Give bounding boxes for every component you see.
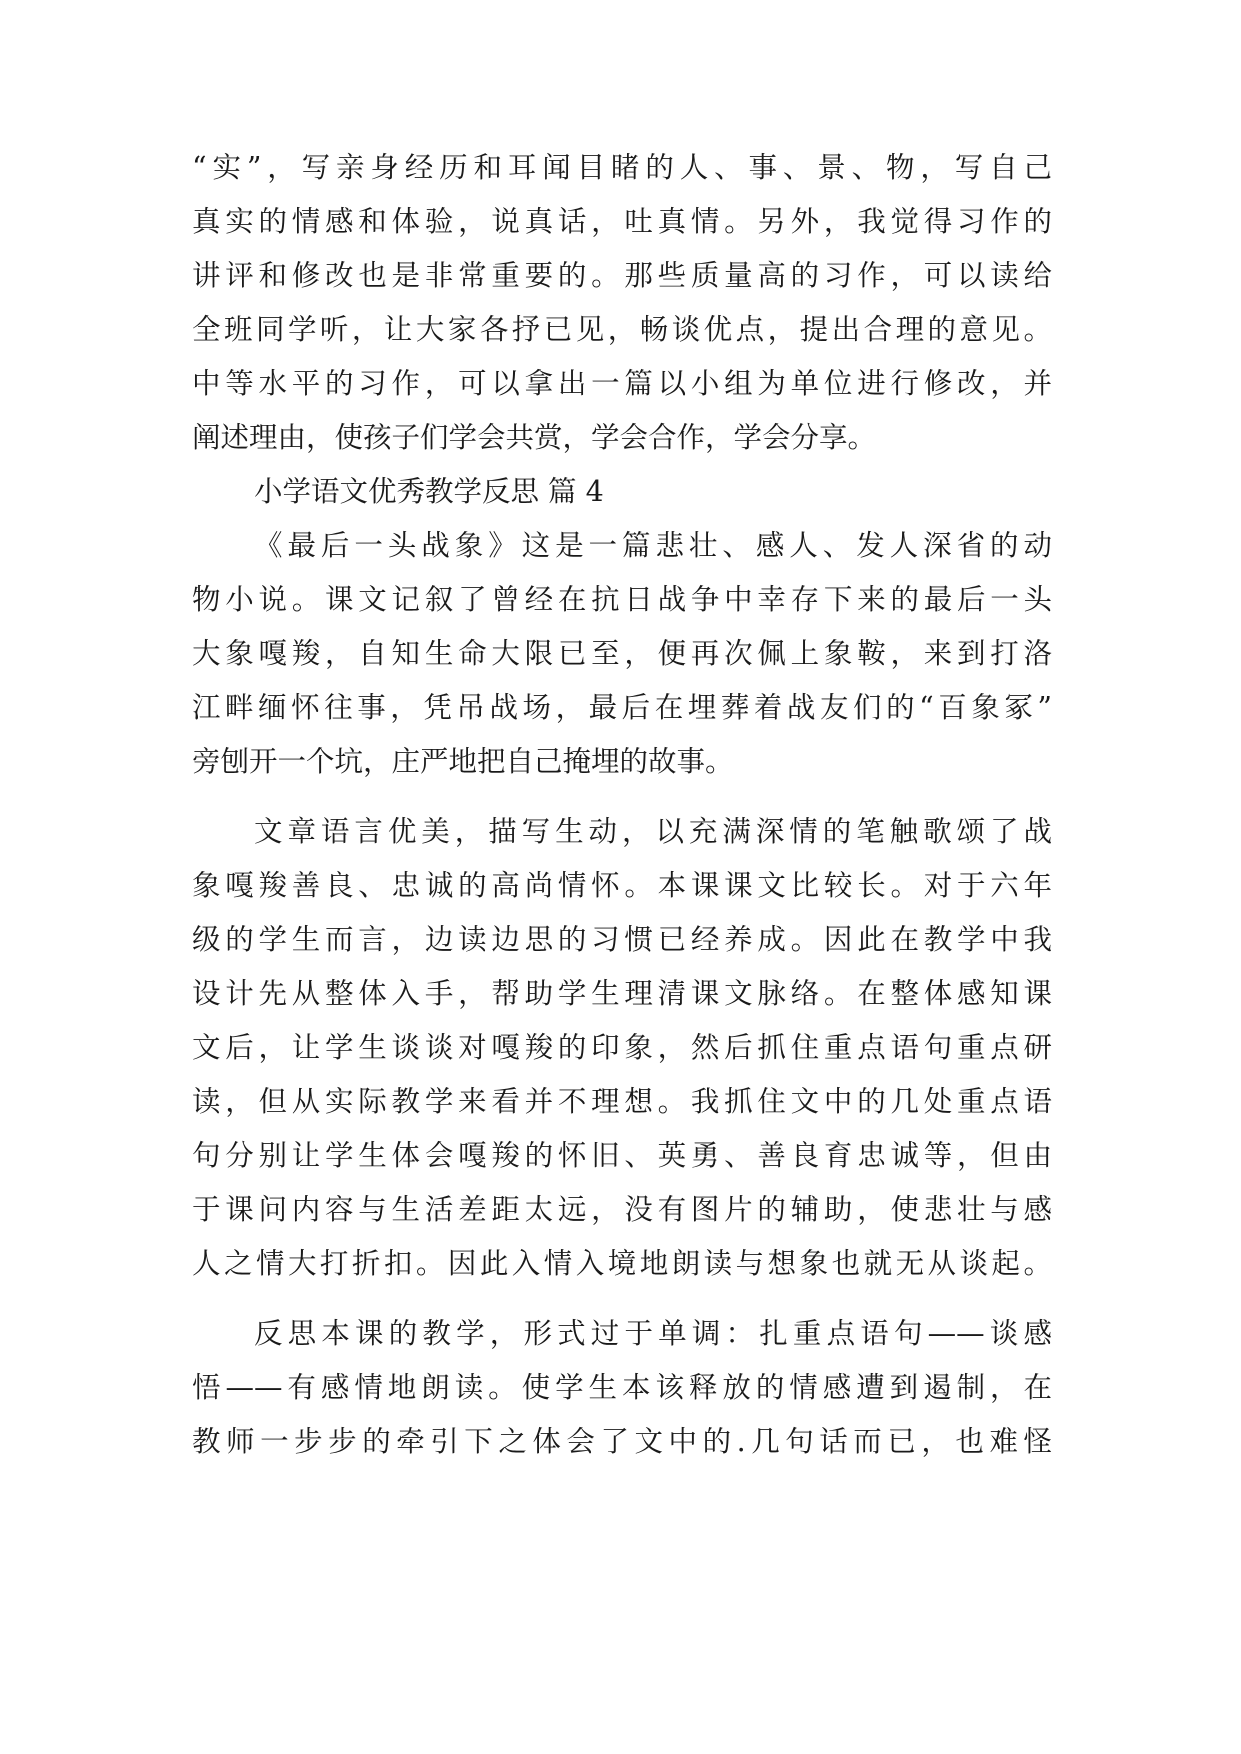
paragraph-2-line-3: 大象嘎羧，自知生命大限已至，便再次佩上象鞍，来到打洛: [192, 637, 1052, 670]
paragraph-3-line-2: 象嘎羧善良、忠诚的高尚情怀。本课课文比较长。对于六年: [192, 869, 1052, 902]
paragraph-3-line-7: 句分别让学生体会嘎羧的怀旧、英勇、善良育忠诚等，但由: [192, 1139, 1052, 1172]
paragraph-3-line-6: 读，但从实际教学来看并不理想。我抓住文中的几处重点语: [192, 1085, 1052, 1118]
section-heading: 小学语文优秀教学反思 篇 4: [254, 475, 604, 508]
paragraph-1-line-4: 全班同学听，让大家各抒已见，畅谈优点，提出合理的意见。: [192, 313, 1052, 346]
paragraph-1-line-6: 阐述理由，使孩子们学会共赏，学会合作，学会分享。: [192, 421, 877, 454]
paragraph-3-line-4: 设计先从整体入手，帮助学生理清课文脉络。在整体感知课: [192, 977, 1052, 1010]
paragraph-2-line-5: 旁刨开一个坑，庄严地把自己掩埋的故事。: [192, 745, 734, 778]
paragraph-3-line-1: 文章语言优美，描写生动，以充满深情的笔触歌颂了战: [254, 815, 1052, 848]
paragraph-3-line-8: 于课问内容与生活差距太远，没有图片的辅助，使悲壮与感: [192, 1193, 1052, 1226]
paragraph-3-line-9: 人之情大打折扣。因此入情入境地朗读与想象也就无从谈起。: [192, 1247, 1052, 1280]
paragraph-2-line-4: 江畔缅怀往事，凭吊战场，最后在埋葬着战友们的“百象冢”: [192, 691, 1052, 724]
paragraph-2-line-2: 物小说。课文记叙了曾经在抗日战争中幸存下来的最后一头: [192, 583, 1052, 616]
paragraph-3-line-5: 文后，让学生谈谈对嘎羧的印象，然后抓住重点语句重点研: [192, 1031, 1052, 1064]
paragraph-4-line-2: 悟——有感情地朗读。使学生本该释放的情感遭到遏制，在: [192, 1371, 1052, 1404]
paragraph-1-line-3: 讲评和修改也是非常重要的。那些质量高的习作，可以读给: [192, 259, 1052, 292]
paragraph-4-line-3: 教师一步步的牵引下之体会了文中的.几句话而已，也难怪: [192, 1425, 1052, 1458]
paragraph-1-line-1: “实”，写亲身经历和耳闻目睹的人、事、景、物，写自己: [192, 151, 1052, 184]
paragraph-2-line-1: 《最后一头战象》这是一篇悲壮、感人、发人深省的动: [254, 529, 1052, 562]
paragraph-1-line-5: 中等水平的习作，可以拿出一篇以小组为单位进行修改，并: [192, 367, 1052, 400]
paragraph-3-line-3: 级的学生而言，边读边思的习惯已经养成。因此在教学中我: [192, 923, 1052, 956]
paragraph-1-line-2: 真实的情感和体验，说真话，吐真情。另外，我觉得习作的: [192, 205, 1052, 238]
paragraph-4-line-1: 反思本课的教学，形式过于单调：扎重点语句——谈感: [254, 1317, 1052, 1350]
